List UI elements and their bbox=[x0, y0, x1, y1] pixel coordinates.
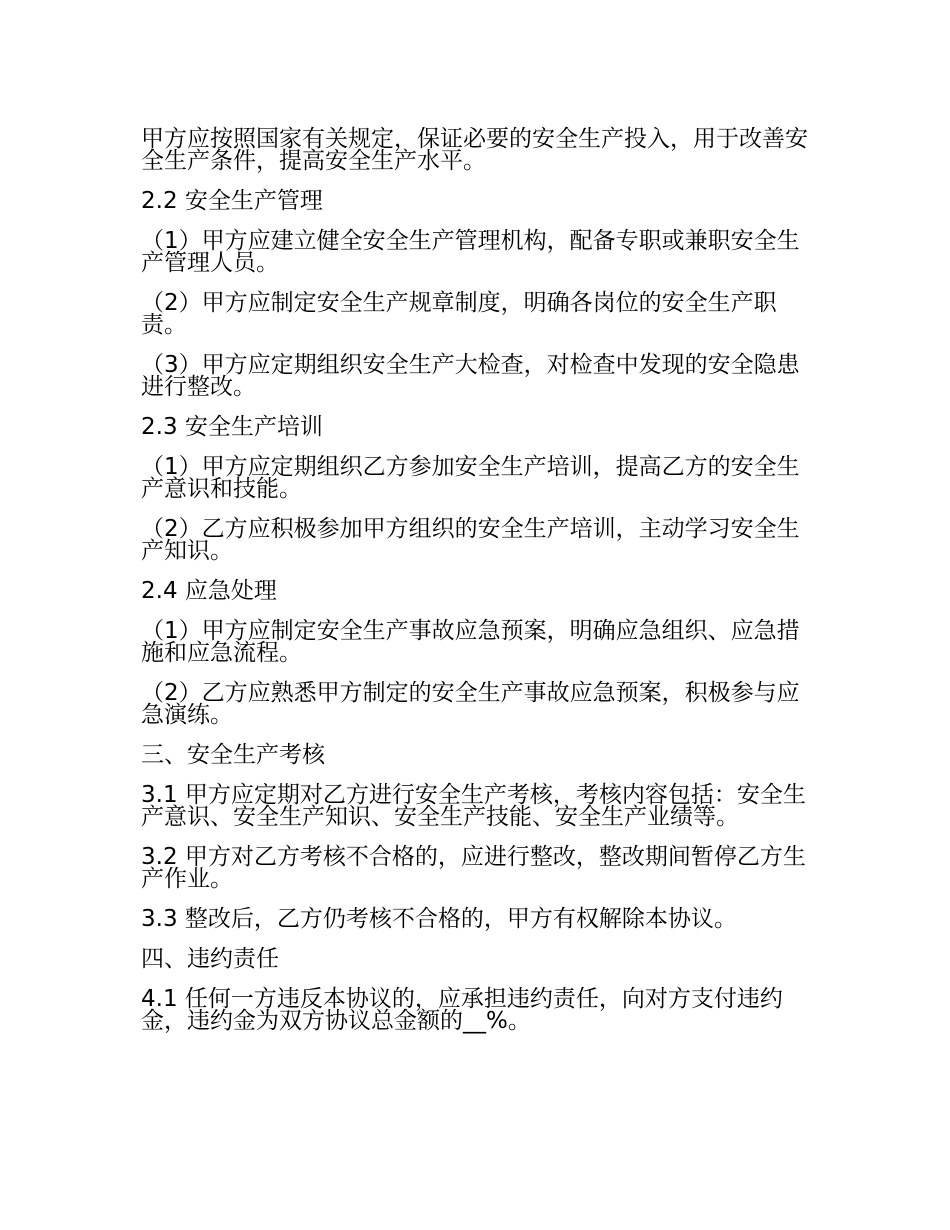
paragraph-2-2-2: （2）甲方应制定安全生产规章制度，明确各岗位的安全生产职责。 bbox=[141, 290, 777, 338]
paragraph-safety-investment: 甲方应按照国家有关规定，保证必要的安全生产投入，用于改善安全生产条件，提高安全生产水平。 bbox=[141, 126, 808, 174]
paragraph-3-2: 3.2 甲方对乙方考核不合格的，应进行整改，整改期间暂停乙方生产作业。 bbox=[141, 844, 806, 892]
paragraph-2-4-2: （2）乙方应熟悉甲方制定的安全生产事故应急预案，积极参与应急演练。 bbox=[141, 680, 800, 728]
paragraph-4-1: 4.1 任何一方违反本协议的，应承担违约责任，向对方支付违约金，违约金为双方协议总金额的__%。 bbox=[141, 986, 783, 1034]
section-heading-2-3: 2.3 安全生产培训 bbox=[141, 414, 323, 440]
section-heading-3: 三、安全生产考核 bbox=[141, 742, 325, 768]
document-page bbox=[141, 128, 811, 1050]
paragraph-2-2-3: （3）甲方应定期组织安全生产大检查，对检查中发现的安全隐患进行整改。 bbox=[141, 352, 800, 400]
section-heading-2-4: 2.4 应急处理 bbox=[141, 578, 277, 604]
paragraph-3-3: 3.3 整改后，乙方仍考核不合格的，甲方有权解除本协议。 bbox=[141, 906, 737, 932]
paragraph-2-2-1: （1）甲方应建立健全安全生产管理机构，配备专职或兼职安全生产管理人员。 bbox=[141, 228, 800, 276]
paragraph-2-3-1: （1）甲方应定期组织乙方参加安全生产培训，提高乙方的安全生产意识和技能。 bbox=[141, 454, 800, 502]
paragraph-2-4-1: （1）甲方应制定安全生产事故应急预案，明确应急组织、应急措施和应急流程。 bbox=[141, 618, 800, 666]
paragraph-2-3-2: （2）乙方应积极参加甲方组织的安全生产培训，主动学习安全生产知识。 bbox=[141, 516, 800, 564]
paragraph-3-1: 3.1 甲方应定期对乙方进行安全生产考核，考核内容包括：安全生产意识、安全生产知识、安全生产技能、安全生产业绩等。 bbox=[141, 782, 806, 830]
section-heading-2-2: 2.2 安全生产管理 bbox=[141, 188, 323, 214]
section-heading-4: 四、违约责任 bbox=[141, 946, 279, 972]
